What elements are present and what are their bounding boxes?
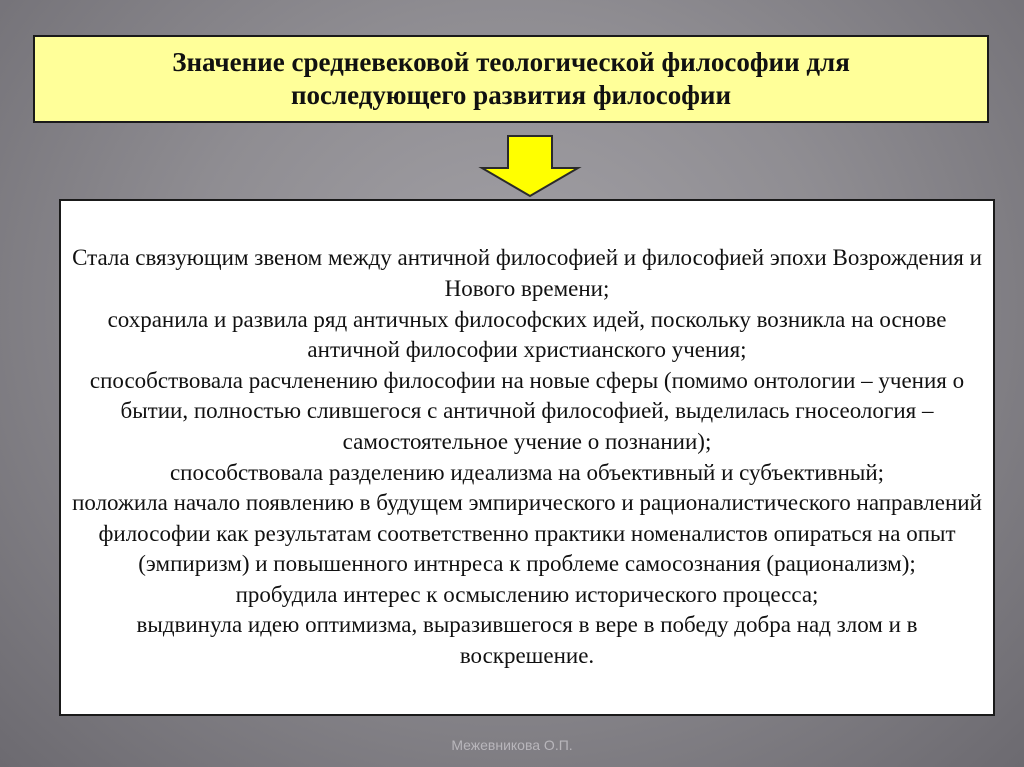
content-item: пробудила интерес к осмыслению исторического процесса; — [235, 581, 819, 607]
content-item: выдвинула идею оптимизма, выразившегося в вере в победу добра над злом и в воскрешение. — [136, 612, 918, 669]
content-box — [59, 199, 995, 716]
down-arrow-icon — [478, 134, 582, 198]
content-item: положила начало появлению в будущем эмпирического и рационалистического направлений философии как результатам соответственно практики номеналистов опираться на опыт (эмпиризм) и повышенного интнреса к проблеме самосознания (рационализм); — [72, 490, 982, 577]
slide-title-box — [33, 35, 989, 123]
slide-title: Значение средневековой теологической философии для последующего развития философии — [172, 47, 850, 110]
content-item: способствовала разделению идеализма на объективный и субъективный; — [169, 459, 885, 485]
content-item: способствовала расчленению философии на новые сферы (помимо онтологии – учения о бытии, полностью слившегося с античной философией, выделилась гносеология – самостоятельное учение о познании); — [89, 367, 965, 454]
content-item: сохранила и развила ряд античных философских идей, поскольку возникла на основе античной философии христианского учения; — [107, 306, 947, 363]
content-text — [72, 243, 982, 671]
content-item: Стала связующим звеном между античной философией и философией эпохи Возрождения и Нового времени; — [72, 245, 982, 301]
footer-author: Межевникова О.П. — [451, 737, 573, 753]
